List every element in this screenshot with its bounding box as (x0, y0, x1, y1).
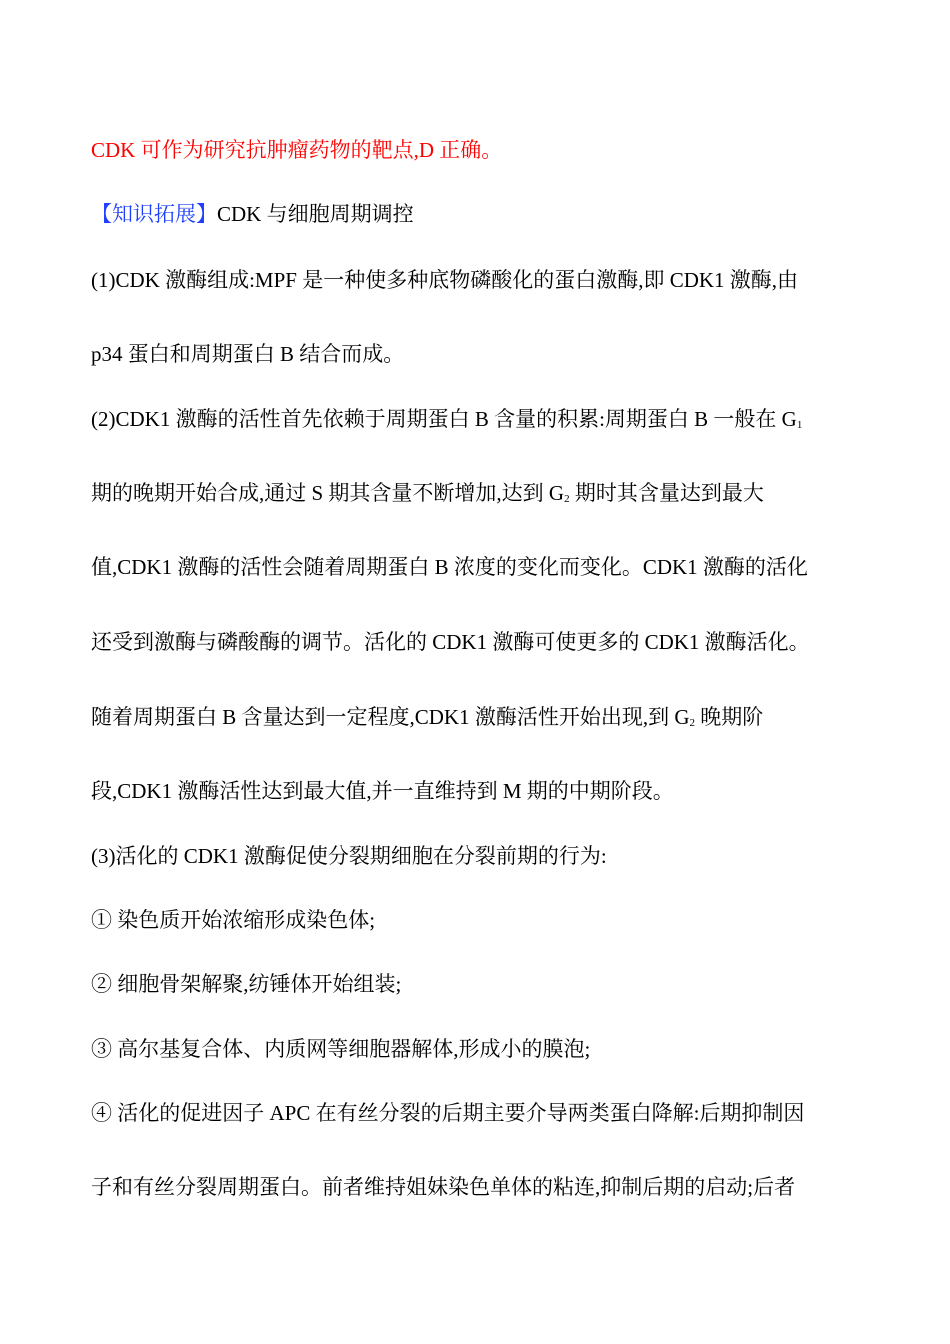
paragraph-2-line-2-text-b: 期时其含量达到最大 (569, 481, 764, 505)
paragraph-2-line-4: 还受到激酶与磷酸酶的调节。活化的 CDK1 激酶可使更多的 CDK1 激酶活化。 (91, 630, 810, 654)
paragraph-2-line-5 (91, 703, 763, 731)
paragraph-2-line-6: 段,CDK1 激酶活性达到最大值,并一直维持到 M 期的中期阶段。 (91, 779, 674, 803)
paragraph-1-line-1: (1)CDK 激酶组成:MPF 是一种使多种底物磷酸化的蛋白激酶,即 CDK1 激酶,由 (91, 268, 799, 292)
list-item-4-line-1: ④ 活化的促进因子 APC 在有丝分裂的后期主要介导两类蛋白降解:后期抑制因 (91, 1101, 805, 1125)
knowledge-tag: 【知识拓展】 (91, 202, 217, 226)
answer-conclusion: CDK 可作为研究抗肿瘤药物的靶点,D 正确。 (91, 138, 503, 162)
knowledge-heading (91, 200, 414, 228)
paragraph-2-line-1 (91, 405, 802, 433)
paragraph-2-line-2 (91, 479, 764, 507)
paragraph-2-line-5-text-a: 随着周期蛋白 B 含量达到一定程度,CDK1 激酶活性开始出现,到 G (91, 705, 690, 729)
g1-subscript: 1 (796, 419, 803, 431)
g2-subscript: 2 (564, 493, 570, 505)
paragraph-3-intro: (3)活化的 CDK1 激酶促使分裂期细胞在分裂前期的行为: (91, 844, 607, 868)
g2-late-subscript: 2 (689, 717, 696, 729)
list-item-2: ② 细胞骨架解聚,纺锤体开始组装; (91, 972, 402, 996)
list-item-3: ③ 高尔基复合体、内质网等细胞器解体,形成小的膜泡; (91, 1037, 591, 1061)
list-item-4-line-2: 子和有丝分裂周期蛋白。前者维持姐妹染色单体的粘连,抑制后期的启动;后者 (91, 1175, 796, 1199)
paragraph-1-line-2: p34 蛋白和周期蛋白 B 结合而成。 (91, 342, 405, 366)
paragraph-2-line-5-text-b: 晚期阶 (695, 705, 764, 729)
paragraph-2-line-1-text: (2)CDK1 激酶的活性首先依赖于周期蛋白 B 含量的积累:周期蛋白 B 一般在 G (91, 407, 797, 431)
list-item-1: ① 染色质开始浓缩形成染色体; (91, 908, 376, 932)
knowledge-title: CDK 与细胞周期调控 (217, 202, 414, 226)
paragraph-2-line-2-text-a: 期的晚期开始合成,通过 S 期其含量不断增加,达到 G (91, 481, 565, 505)
paragraph-2-line-3: 值,CDK1 激酶的活性会随着周期蛋白 B 浓度的变化而变化。CDK1 激酶的活化 (91, 555, 808, 579)
